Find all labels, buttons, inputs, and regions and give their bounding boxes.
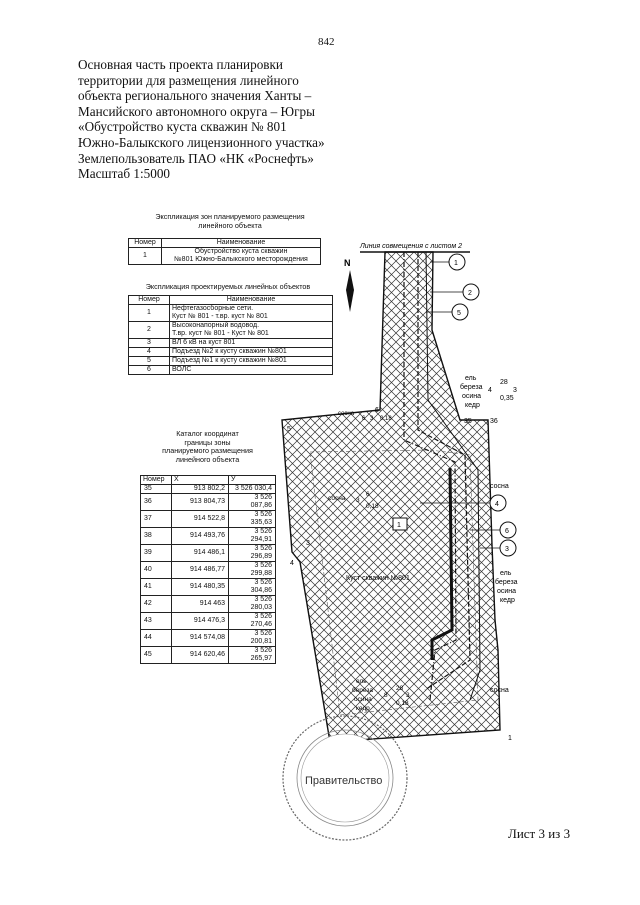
row-number: 2 [129,322,170,339]
header-line: Мансийского автономного округа – Югры [78,103,315,119]
cell-num: 38 [141,528,172,545]
cell-num: 42 [141,596,172,613]
col-header: Наименование [162,239,321,248]
svg-text:сосна: сосна [328,495,346,502]
cell-y: 3 526 265,97 [229,647,276,664]
north-label: N [344,258,351,268]
seal-text: Правительство [305,775,383,787]
header-line: «Обустройство куста скважин № 801 [78,119,287,135]
col-header: Наименование [170,296,333,305]
zone-boundary [282,252,500,742]
cell-x: 913 802,2 [172,485,229,494]
svg-text:осина: осина [354,696,372,703]
caption-line: линейного объекта [198,220,262,230]
svg-text:3: 3 [370,416,374,422]
col-header: Номер [141,476,172,485]
cell-y: 3 526 087,86 [229,494,276,511]
cell-num: 44 [141,630,172,647]
caption-line: планируемого размещения [162,446,253,455]
row-name: ВЛ 6 кВ на куст 801 [170,339,333,348]
point-label: 36 [490,418,498,425]
forest-label-1 [460,375,517,409]
svg-text:6: 6 [505,528,509,535]
svg-text:8: 8 [384,692,388,699]
svg-text:ель: ель [356,678,367,685]
svg-text:ель: ель [465,375,477,382]
point-label: 4 [290,560,294,567]
cell-x: 914 476,3 [172,613,229,630]
header-line: Масштаб 1:5000 [78,166,171,182]
zone-label: Куст скважин №801 [346,575,410,582]
svg-text:осина: осина [497,588,517,595]
cell-num: 37 [141,511,172,528]
svg-text:2: 2 [468,290,472,297]
svg-text:0,18: 0,18 [366,503,379,510]
cell-y: 3 526 270,46 [229,613,276,630]
cell-num: 36 [141,494,172,511]
svg-text:кедр: кедр [465,402,480,409]
svg-text:0,35: 0,35 [500,395,514,402]
forest-label-sosna: сосна [490,687,509,694]
svg-text:6: 6 [366,491,370,498]
row-number: 1 [129,305,170,322]
svg-text:береза: береза [352,687,373,694]
forest-label-sosna: сосна [490,483,509,490]
svg-text:3: 3 [406,692,410,699]
caption-line: границы зоны [184,437,231,447]
header-line: объекта регионального значения Ханты – [78,88,312,104]
svg-text:кедр: кедр [356,705,370,712]
svg-text:сосна: сосна [338,411,355,417]
point-label: 5 [287,426,291,433]
callout-2 [430,284,479,300]
name-line: Обустройство куста скважин [194,248,288,255]
svg-text:0,18: 0,18 [380,416,392,422]
row-number: 4 [129,348,170,357]
cell-x: 914 620,46 [172,647,229,664]
cell-y: 3 526 280,03 [229,596,276,613]
cell-x: 914 493,76 [172,528,229,545]
row-name: Подъезд №1 к кусту скважин №801 [170,357,333,366]
cell-x: 914 522,8 [172,511,229,528]
callout-1 [430,254,465,270]
cell-num: 40 [141,562,172,579]
svg-text:3: 3 [513,387,517,394]
header-line: Южно-Балыкского лицензионного участка» [78,134,325,150]
row-name: ВОЛС [170,366,333,375]
col-header: Номер [129,239,162,248]
cell-num: 35 [141,485,172,494]
caption-line: Каталог координат [176,429,239,438]
north-arrow-icon [346,270,354,312]
cell-y: 3 526 030,4 [229,485,276,494]
point-label: 3 [306,540,310,547]
header-line: Основная часть проекта планировки [78,57,283,72]
col-header: X [172,476,229,485]
match-line-label: Линия совмещения с листом 2 [360,243,463,250]
point-label: 1 [508,735,512,742]
svg-text:береза: береза [460,384,483,391]
cell-x: 914 480,35 [172,579,229,596]
cell-x: 913 804,73 [172,494,229,511]
cell-y: 3 526 304,86 [229,579,276,596]
svg-text:0,18: 0,18 [396,700,409,707]
name-line: Куст № 801 - т.вр. куст № 801 [172,313,268,320]
svg-text:4: 4 [488,387,492,394]
row-number: 1 [129,248,162,265]
cell-y: 3 526 296,89 [229,545,276,562]
cell-num: 41 [141,579,172,596]
caption-line: линейного объекта [175,454,240,464]
row-number: 3 [129,339,170,348]
svg-text:3: 3 [356,497,360,504]
point-label: 6 [375,407,379,414]
svg-text:ель: ель [500,570,512,577]
point-label: 35 [464,418,472,425]
cell-x: 914 463 [172,596,229,613]
header-line: территории для размещения линейного [78,72,299,88]
col-header: У [229,476,276,485]
caption-line: Экспликация зон планируемого размещения [155,212,305,221]
objects-table-caption: Экспликация проектируемых линейных объектов [145,282,311,291]
name-line: Т.вр. куст № 801 - Куст № 801 [172,330,269,337]
name-line: Нефтегазосборные сети. [172,305,254,312]
page-number: 842 [318,36,335,48]
svg-text:5: 5 [457,310,461,317]
svg-text:кедр: кедр [500,597,515,604]
cell-x: 914 486,77 [172,562,229,579]
header-line: Землепользователь ПАО «НК «Роснефть» [78,150,314,166]
row-number: 5 [129,357,170,366]
cell-num: 43 [141,613,172,630]
forest-label-2 [495,570,518,604]
cell-y: 3 526 335,63 [229,511,276,528]
cell-y: 3 526 294,91 [229,528,276,545]
cell-num: 45 [141,647,172,664]
zone-number: 1 [397,522,401,529]
cell-y: 3 526 299,88 [229,562,276,579]
cell-y: 3 526 200,81 [229,630,276,647]
svg-text:осина: осина [462,393,482,400]
svg-text:6: 6 [362,416,366,422]
row-name: Подъезд №2 к кусту скважин №801 [170,348,333,357]
name-line: Высоконапорный водовод. [172,322,260,329]
col-header: Номер [129,296,170,305]
cell-num: 39 [141,545,172,562]
svg-text:28: 28 [396,685,404,692]
svg-text:4: 4 [495,501,499,508]
svg-text:3: 3 [505,546,509,553]
cell-x: 914 486,1 [172,545,229,562]
name-line: №801 Южно-Балыкского месторождения [174,256,308,263]
cell-x: 914 574,08 [172,630,229,647]
svg-text:28: 28 [500,379,508,386]
svg-text:береза: береза [495,579,518,586]
sheet-number: Лист 3 из 3 [508,826,571,841]
svg-text:1: 1 [454,260,458,267]
row-number: 6 [129,366,170,375]
